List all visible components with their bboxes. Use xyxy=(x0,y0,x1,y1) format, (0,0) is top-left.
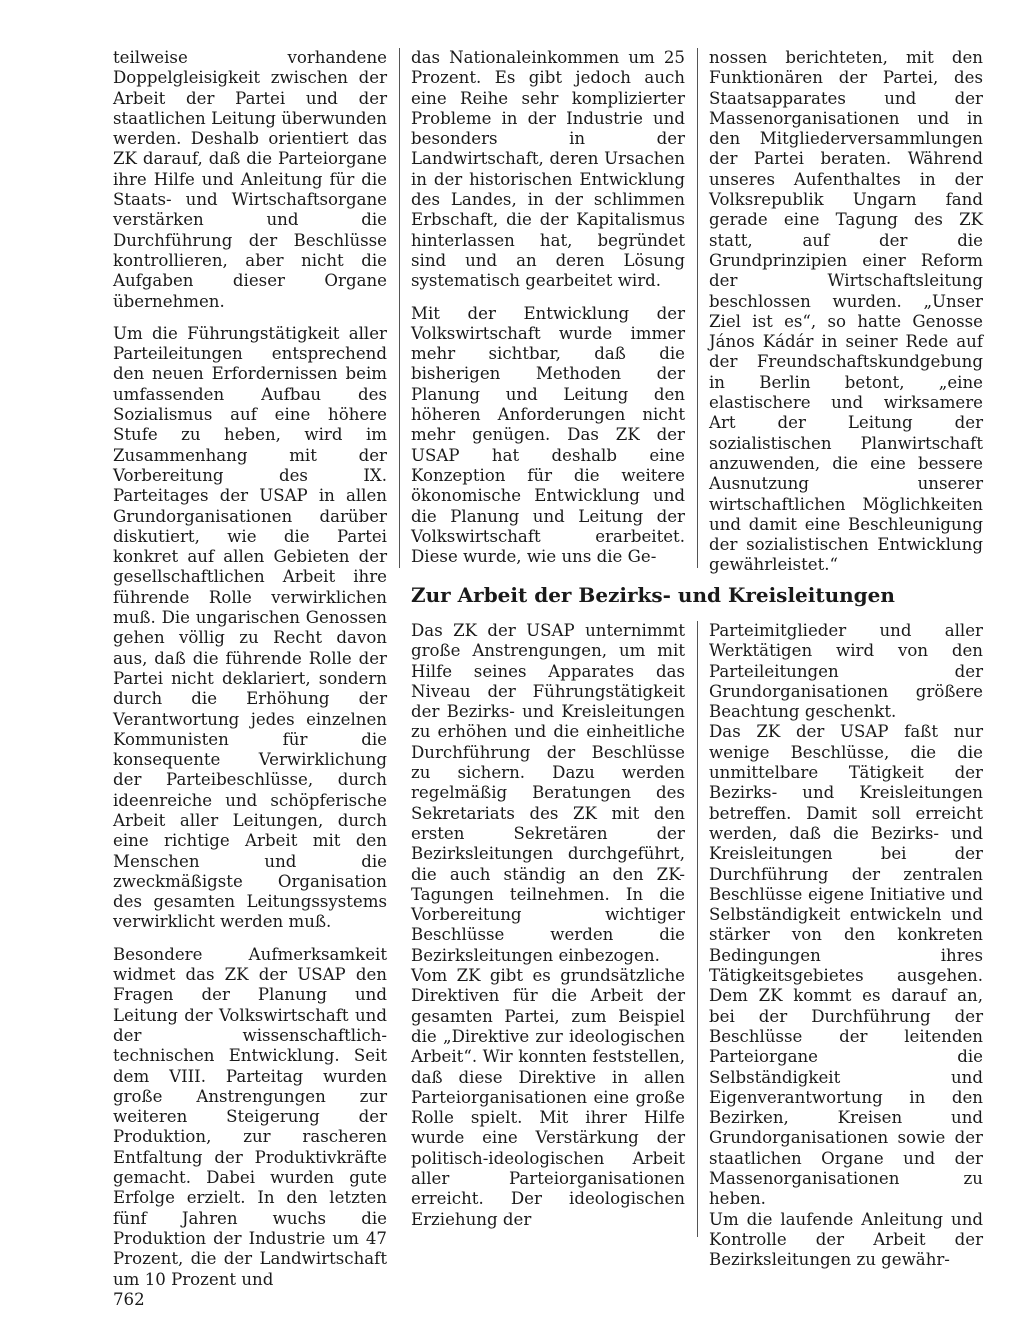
text-column-1 xyxy=(113,48,387,1290)
section-heading: Zur Arbeit der Bezirks- und Kreisleitungen xyxy=(411,583,895,607)
paragraph: Vom ZK gibt es grundsätzliche Direktiven für die Arbeit der gesamten Partei, zum Beispiel die „Direktive zur ideologischen Arbeit“. Wir konnten feststellen, daß diese Direktive in allen Parteiorganisationen eine große Rolle spielt. Mit ihrer Hilfe wurde eine Verstärkung der politisch-ideologischen Arbeit aller Parteiorganisationen erreicht. Der ideologischen Erziehung der xyxy=(411,966,685,1229)
paragraph: das Nationaleinkommen um 25 Prozent. Es gibt jedoch auch eine Reihe sehr komplizierter Probleme in der Industrie und besonders in der Landwirtschaft, deren Ursachen in der historischen Entwicklung des Landes, in der schlimmen Erbschaft, die der Kapitalismus hinterlassen hat, begründet sind und an deren Lösung systematisch gearbeitet wird. xyxy=(411,48,685,291)
paragraph: teilweise vorhandene Doppelgleisigkeit zwischen der Arbeit der Partei und der staatlichen Leitung überwunden werden. Deshalb orientiert das ZK darauf, daß die Parteiorgane ihre Hilfe und Anleitung für die Staats- und Wirtschaftsorgane verstärken und die Durchführung der Beschlüsse kontrollieren, aber nicht die Aufgaben dieser Organe übernehmen. xyxy=(113,48,387,311)
column-divider xyxy=(697,48,698,568)
paragraph: Parteimitglieder und aller Werktätigen wird von den Parteileitungen der Grundorganisationen größere Beachtung geschenkt. xyxy=(709,621,983,722)
paragraph: Um die Führungstätigkeit aller Parteileitungen entsprechend den neuen Erfordernissen beim umfassenden Aufbau des Sozialismus auf eine höhere Stufe zu heben, wird im Zusammenhang mit der Vorbereitung des IX. Parteitages der USAP in allen Grundorganisationen darüber diskutiert, wie die Partei konkret auf allen Gebieten der gesellschaftlichen Arbeit ihre führende Rolle verwirklichen muß. Die ungarischen Genossen gehen völlig zu Recht davon aus, daß die führende Rolle der Partei nicht deklariert, sondern durch die Erhöhung der Verantwortung jedes einzelnen Kommunisten für die konsequente Verwirklichung der Parteibeschlüsse, durch ideenreiche und schöpferische Arbeit aller Leitungen, durch eine richtige Arbeit mit den Menschen und die zweckmäßigste Organisation des gesamten Leitungssystems verwirklicht werden muß. xyxy=(113,323,387,932)
paragraph: Das ZK der USAP unternimmt große Anstrengungen, um mit Hilfe seines Apparates das Niveau der Führungstätigkeit der Bezirks- und Kreisleitungen zu erhöhen und die einheitliche Durchführung der Beschlüsse zu sichern. Dazu werden regelmäßig Beratungen des Sekretariats des ZK mit den ersten Sekretären der Bezirksleitungen durchgeführt, die auch ständig an den ZK-Tagungen teilnehmen. In die Vorbereitung wichtiger Beschlüsse werden die Bezirksleitungen einbezogen. xyxy=(411,621,685,965)
text-column-2 xyxy=(411,48,685,567)
paragraph: Besondere Aufmerksamkeit widmet das ZK der USAP den Fragen der Planung und Leitung der Volkswirtschaft und der wissenschaftlich-technischen Entwicklung. Seit dem VIII. Parteitag wurden große Anstrengungen zur weiteren Steigerung der Produktion, zur rascheren Entfaltung der Produktivkräfte gemacht. Dabei wurden gute Erfolge erzielt. In den letzten fünf Jahren wuchs die Produktion der Industrie um 47 Prozent, die der Landwirtschaft um 10 Prozent und xyxy=(113,944,387,1289)
paragraph: nossen berichteten, mit den Funktionären der Partei, des Staatsapparates und der Massenorganisationen und in den Mitgliederversammlungen der Partei beraten. Während unseres Aufenthaltes in der Volksrepublik Ungarn fand gerade eine Tagung des ZK statt, auf der die Grundprinzipien einer Reform der Wirtschaftsleitung beschlossen wurden. „Unser Ziel ist es“, so hatte Genosse János Kádár in seiner Rede auf der Freundschaftskundgebung in Berlin betont, „eine elastischere und wirksamere Art der Leitung der sozialistischen Planwirtschaft anzuwenden, die eine bessere Ausnutzung unserer wirtschaftlichen Möglichkeiten und damit eine Beschleunigung der sozialistischen Entwicklung gewährleistet.“ xyxy=(709,48,983,575)
paragraph: Mit der Entwicklung der Volkswirtschaft wurde immer mehr sichtbar, daß die bisherigen Methoden der Planung und Leitung den höheren Anforderungen nicht mehr genügen. Das ZK der USAP hat deshalb eine Konzeption für die weitere ökonomische Entwicklung und die Planung und Leitung der Volkswirtschaft erarbeitet. Diese wurde, wie uns die Ge- xyxy=(411,303,685,567)
section-text-column-2 xyxy=(709,621,983,1271)
page-number: 762 xyxy=(113,1290,145,1309)
section-text-column-1 xyxy=(411,621,685,1230)
paragraph: Das ZK der USAP faßt nur wenige Beschlüsse, die die unmittelbare Tätigkeit der Bezirks- und Kreisleitungen betreffen. Damit soll erreicht werden, daß die Bezirks- und Kreisleitungen bei der Durchführung der zentralen Beschlüsse eigene Initiative und Selbständigkeit entwickeln und stärker von den konkreten Bedingungen ihres Tätigkeitsgebietes ausgehen. Dem ZK kommt es darauf an, bei der Durchführung der Beschlüsse der leitenden Parteiorgane die Selbständigkeit und Eigenverantwortung in den Bezirken, Kreisen und Grundorganisationen sowie der staatlichen Organe und der Massenorganisationen zu heben. xyxy=(709,722,983,1209)
text-column-3 xyxy=(709,48,983,576)
paragraph: Um die laufende Anleitung und Kontrolle der Arbeit der Bezirksleitungen zu gewähr- xyxy=(709,1209,983,1270)
column-divider xyxy=(399,48,400,568)
column-divider xyxy=(697,621,698,1237)
